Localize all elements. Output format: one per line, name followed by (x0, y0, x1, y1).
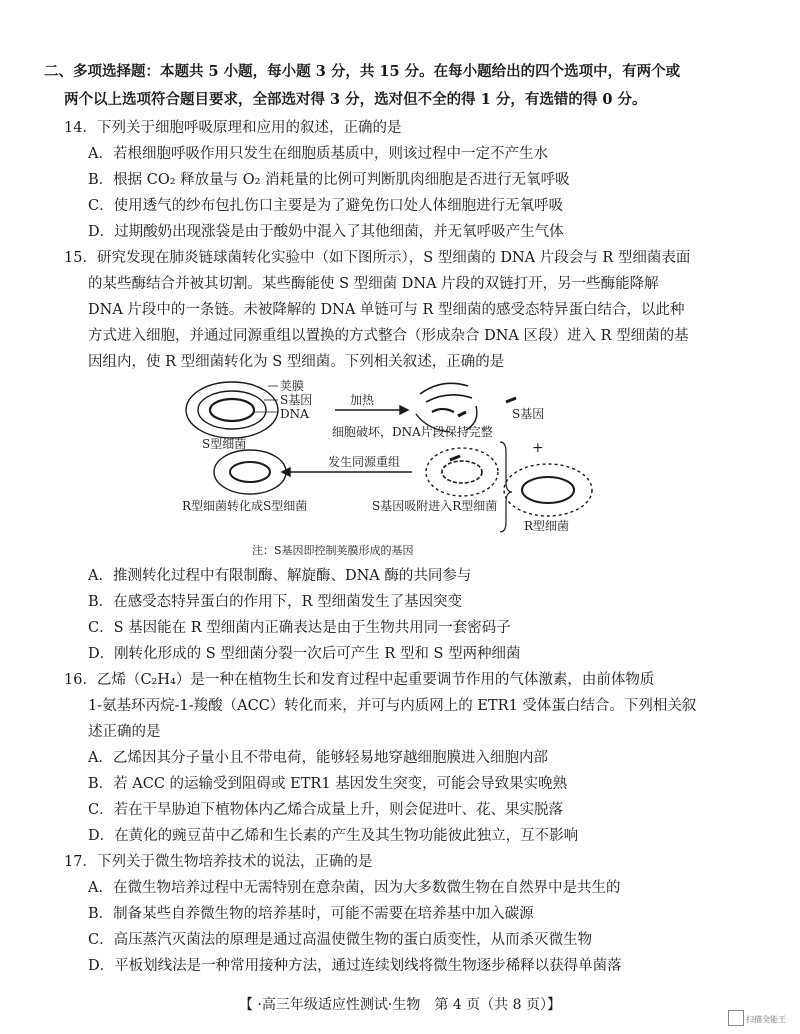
label-s-cell: S型细菌 (202, 437, 247, 451)
q17-stem: 17．下列关于微生物培养技术的说法，正确的是 (64, 854, 373, 870)
label-s-gene: S基因 (280, 393, 313, 407)
label-recombination: 发生同源重组 (328, 455, 401, 469)
transformed-cell (214, 450, 286, 494)
q15-option-b: B．在感受态特异蛋白的作用下，R 型细菌发生了基因突变 (88, 594, 463, 610)
label-s-gene-right: S基因 (512, 407, 545, 421)
r-cell-adsorbing (426, 448, 498, 496)
q16-option-c: C．若在干旱胁迫下植物体内乙烯合成量上升，则会促进叶、花、果实脱落 (88, 802, 564, 818)
q16-stem-line2: 1-氨基环丙烷-1-羧酸（ACC）转化而来，并可与内质网上的 ETR1 受体蛋白结合。下列相关叙 (88, 698, 697, 714)
r-cell (504, 464, 592, 516)
q16-option-b: B．若 ACC 的运输受到阻碍或 ETR1 基因发生突变，可能会导致果实晚熟 (88, 776, 568, 792)
q16-stem-line1: 16．乙烯（C₂H₄）是一种在植物生长和发育过程中起重要调节作用的气体激素，由前体物质 (64, 672, 655, 688)
q14-option-c: C．使用透气的纱布包扎伤口主要是为了避免伤口处人体细胞进行无氧呼吸 (88, 198, 564, 214)
q15-stem-line4: 方式进入细胞，并通过同源重组以置换的方式整合（形成杂合 DNA 区段）进入 R 型细菌的基 (88, 328, 689, 344)
q14-option-d: D．过期酸奶出现涨袋是由于酸奶中混入了其他细菌，并无氧呼吸产生气体 (88, 224, 564, 240)
page-footer: 【 ·高三年级适应性测试·生物 第 4 页（共 8 页）】 (239, 997, 561, 1013)
q15-stem-line2: 的某些酶结合并被其切割。某些酶能使 S 型细菌 DNA 片段的双链打开，另一些酶能降解 (88, 276, 659, 292)
label-capsule: 荚膜 (280, 379, 305, 393)
q14-option-a: A．若根细胞呼吸作用只发生在细胞质基质中，则该过程中一定不产生水 (88, 146, 548, 162)
q15-stem-line1: 15．研究发现在肺炎链球菌转化实验中（如下图所示），S 型细菌的 DNA 片段会与 R 型细菌表面 (64, 250, 691, 266)
q14-option-b: B．根据 CO₂ 释放量与 O₂ 消耗量的比例可判断肌肉细胞是否进行无氧呼吸 (88, 172, 570, 188)
label-plus: + (532, 440, 544, 456)
q15-option-a: A．推测转化过程中有限制酶、解旋酶、DNA 酶的共同参与 (88, 568, 472, 584)
q15-option-c: C．S 基因能在 R 型细菌内正确表达是由于生物共用同一套密码子 (88, 620, 511, 636)
label-broken: 细胞破坏，DNA片段保持完整 (332, 425, 493, 439)
label-dna: DNA (280, 407, 309, 421)
q17-option-a: A．在微生物培养过程中无需特别在意杂菌，因为大多数微生物在自然界中是共生的 (88, 880, 621, 896)
transformation-diagram (180, 372, 600, 562)
q17-option-c: C．高压蒸汽灭菌法的原理是通过高温使微生物的蛋白质变性，从而杀灭微生物 (88, 932, 593, 948)
q15-stem-line5: 因组内，使 R 型细菌转化为 S 型细菌。下列相关叙述，正确的是 (88, 354, 505, 370)
q16-option-d: D．在黄化的豌豆苗中乙烯和生长素的产生及其生物功能彼此独立，互不影响 (88, 828, 579, 844)
label-note: 注：S基因即控制荚膜形成的基因 (252, 544, 414, 557)
section-title-line1: 二、多项选择题：本题共 5 小题，每小题 3 分，共 15 分。在每小题给出的四个选项中，有两个或 (44, 63, 681, 80)
scanner-logo-icon (728, 1010, 744, 1026)
q16-option-a: A．乙烯因其分子量小且不带电荷，能够轻易地穿越细胞膜进入细胞内部 (88, 750, 548, 766)
label-adsorb: S基因吸附进入R型细菌 (372, 499, 498, 513)
q15-option-d: D．刚转化形成的 S 型细菌分裂一次后可产生 R 型和 S 型两种细菌 (88, 646, 521, 662)
label-r-cell: R型细菌 (524, 519, 570, 533)
label-r-to-s: R型细菌转化成S型细菌 (182, 499, 308, 513)
scanner-watermark: 扫描全能王 (746, 1015, 786, 1024)
q14-stem: 14．下列关于细胞呼吸原理和应用的叙述，正确的是 (64, 120, 402, 136)
q15-stem-line3: DNA 片段中的一条链。未被降解的 DNA 单链可与 R 型细菌的感受态特异蛋白结合，以此种 (88, 302, 685, 318)
q17-option-b: B．制备某些自养微生物的培养基时，可能不需要在培养基中加入碳源 (88, 906, 534, 922)
label-heat: 加热 (350, 393, 375, 407)
q17-option-d: D．平板划线法是一种常用接种方法，通过连续划线将微生物逐步稀释以获得单菌落 (88, 958, 622, 974)
section-title-line2: 两个以上选项符合题目要求，全部选对得 3 分，选对但不全的得 1 分，有选错的得 0 分。 (64, 91, 647, 108)
q16-stem-line3: 述正确的是 (88, 724, 161, 740)
